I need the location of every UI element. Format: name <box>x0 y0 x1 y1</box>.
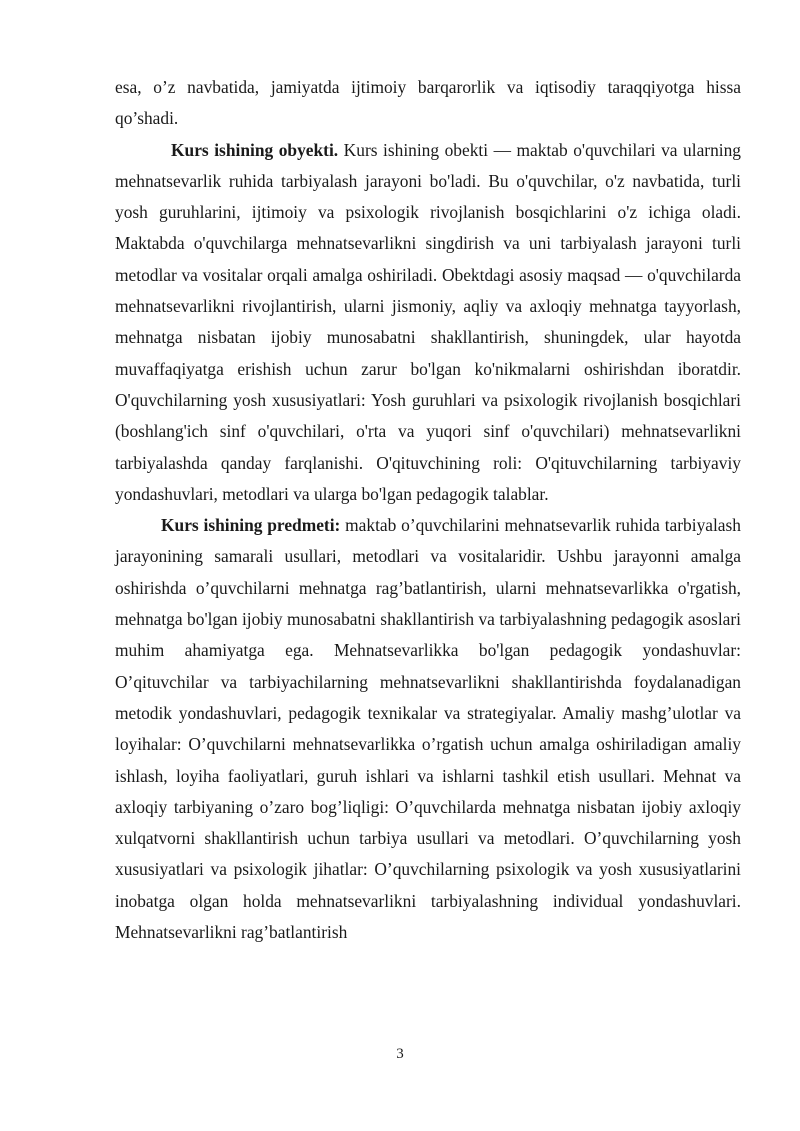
paragraph-continuation: esa, o’z navbatida, jamiyatda ijtimoiy barqarorlik va iqtisodiy taraqqiyotga hissa qo’shadi. <box>115 77 741 129</box>
body-text <box>115 72 741 948</box>
paragraph-course-subject <box>115 510 741 948</box>
text-course-object: Kurs ishining obekti — maktab o'quvchilari va ularning mehnatsevarlik ruhida tarbiyalash jarayoni bo'ladi. Bu o'quvchilar, o'z navbatida, turli yosh guruhlarini, ijtimoiy va psixologik rivojlanish bosqichlarini o'z ichiga oladi. Maktabda o'quvchilarga mehnatsevarlikni singdirish va uni tarbiyalash jarayoni turli metodlar va vositalar orqali amalga oshiriladi. Obektdagi asosiy maqsad — o'quvchilarda mehnatsevarlikni rivojlantirish, ularni jismoniy, aqliy va axloqiy mehnatga tayyorlash, mehnatga nisbatan ijobiy munosabatni shakllantirish, shuningdek, ular hayotda muvaffaqiyatga erishish uchun zarur bo'lgan ko'nikmalarni oshirishdan iboratdir. O'quvchilarning yosh xususiyatlari: Yosh guruhlari va psixologik rivojlanish bosqichlari (boshlang'ich sinf o'quvchilari, o'rta va yuqori sinf o'quvchilari) mehnatsevarlikni tarbiyalashda qanday farqlanishi. O'qituvchining roli: O'qituvchilarning tarbiyaviy yondashuvlari, metodlari va ularga bo'lgan pedagogik talablar. <box>115 139 742 504</box>
heading-course-subject: Kurs ishining predmeti: <box>161 515 341 536</box>
page-number: 3 <box>396 1046 404 1062</box>
paragraph-course-object <box>115 135 741 511</box>
heading-course-object: Kurs ishining obyekti. <box>171 139 339 160</box>
text-course-subject: maktab o’quvchilarini mehnatsevarlik ruhida tarbiyalash jarayonining samarali usullari, metodlari va vositalaridir. Ushbu jarayonni amalga oshirishda o’quvchilarni mehnatga rag’batlantirish, ularni mehnatsevarlikka o'rgatish, mehnatga bo'lgan ijobiy munosabatni shakllantirish va tarbiyalashning pedagogik asoslari muhim ahamiyatga ega. Mehnatsevarlikka bo'lgan pedagogik yondashuvlar: O’qituvchilar va tarbiyachilarning mehnatsevarlikni shakllantirishda foydalanadigan metodik yondashuvlari, pedagogik texnikalar va strategiyalar. Amaliy mashg’ulotlar va loyihalar: O’quvchilarni mehnatsevarlikka o’rgatish uchun amalga oshiriladigan amaliy ishlash, loyiha faoliyatlari, guruh ishlari va ishlarni tashkil etish usullari. Mehnat va axloqiy tarbiyaning o’zaro bog’liqligi: O’quvchilarda mehnatga nisbatan ijobiy axloqiy xulqatvorni shakllantirish uchun tarbiya usullari va metodlari. O’quvchilarning yosh xususiyatlari va psixologik jihatlar: O’quvchilarning psixologik va yosh xususiyatlarini inobatga olgan holda mehnatsevarlikni tarbiyalashning individual yondashuvlari. Mehnatsevarlikni rag’batlantirish <box>115 515 741 943</box>
